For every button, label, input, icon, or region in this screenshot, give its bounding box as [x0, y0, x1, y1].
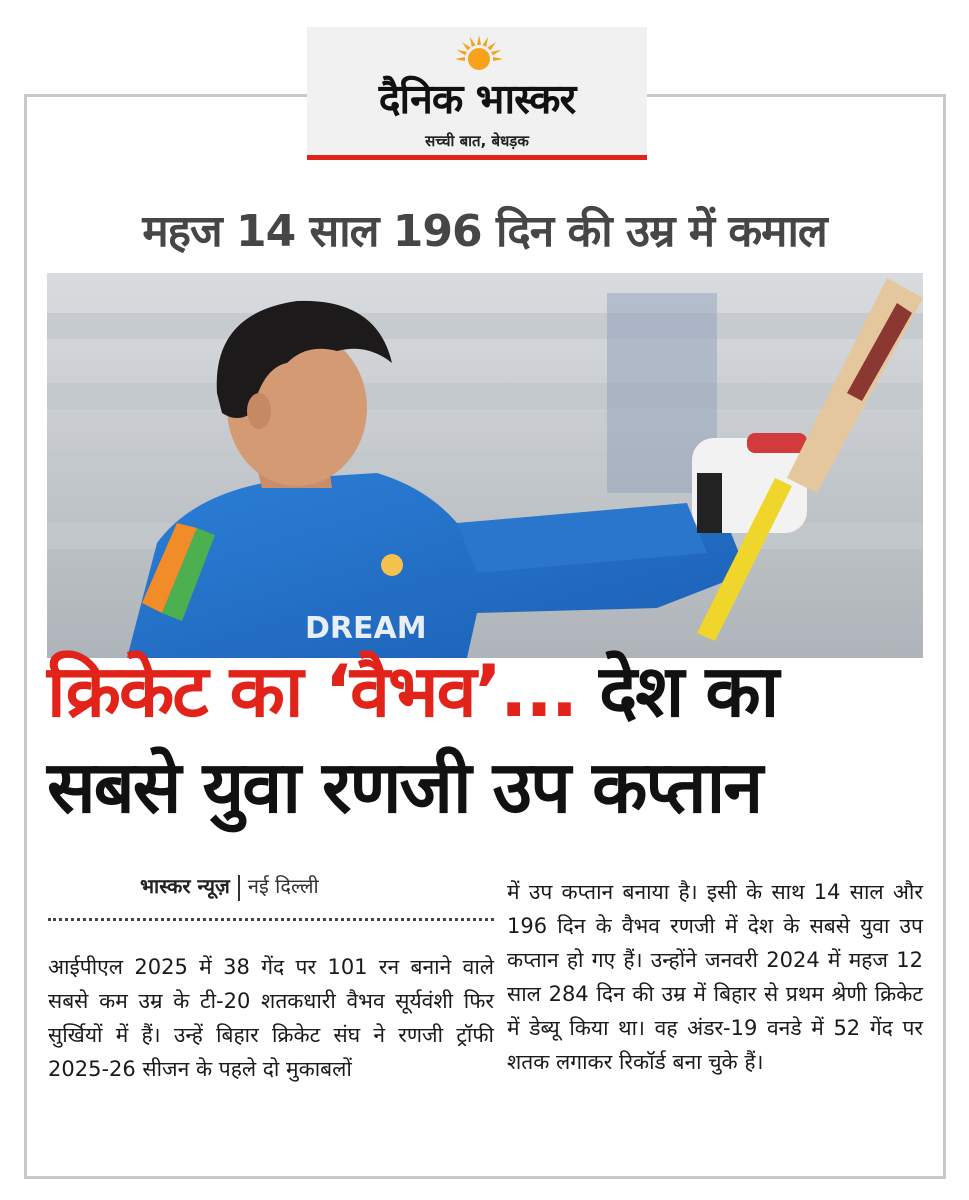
jersey-text: DREAM [305, 611, 427, 646]
byline [140, 872, 319, 901]
sun-logo-icon [456, 33, 502, 79]
masthead [307, 27, 647, 160]
article-column-2: में उप कप्तान बनाया है। इसी के साथ 14 साल और 196 दिन के वैभव रणजी में देश के सबसे युवा उप कप्तान हो गए हैं। उन्होंने जनवरी 2024 में महज 12 साल 284 दिन की उम्र में बिहार से प्रथम श्रेणी क्रिकेट में डेब्यू किया था। वह अंडर-19 वनडे में 52 गेंद पर शतक लगाकर रिकॉर्ड बना चुके हैं। [507, 880, 923, 1074]
headline-line-1 [47, 647, 923, 737]
dotted-divider [48, 918, 494, 921]
byline-source: भास्कर न्यूज़ [140, 874, 230, 898]
cricketer-illustration [47, 273, 923, 658]
cricketer-photo [47, 273, 923, 658]
byline-divider [238, 875, 240, 901]
headline-line-2: सबसे युवा रणजी उप कप्तान [47, 745, 762, 829]
newspaper-tagline: सच्ची बात, बेधड़क [425, 132, 529, 150]
headline-red-part: क्रिकेट का ‘वैभव’... [47, 649, 577, 733]
article-column-1: आईपीएल 2025 में 38 गेंद पर 101 रन बनाने वाले सबसे कम उम्र के टी-20 शतकधारी वैभव सूर्यवंशी फिर सुर्खियों में हैं। उन्हें बिहार क्रिकेट संघ ने रणजी ट्रॉफी 2025-26 सीजन के पहले दो मुकाबलों [48, 955, 494, 1081]
newspaper-brand-name: दैनिक भास्कर [378, 75, 576, 123]
headline-black-part: देश का [599, 649, 778, 733]
byline-place: नई दिल्ली [247, 874, 319, 898]
kicker-headline: महज 14 साल 196 दिन की उम्र में कमाल [142, 206, 827, 257]
main-headline [47, 647, 923, 831]
